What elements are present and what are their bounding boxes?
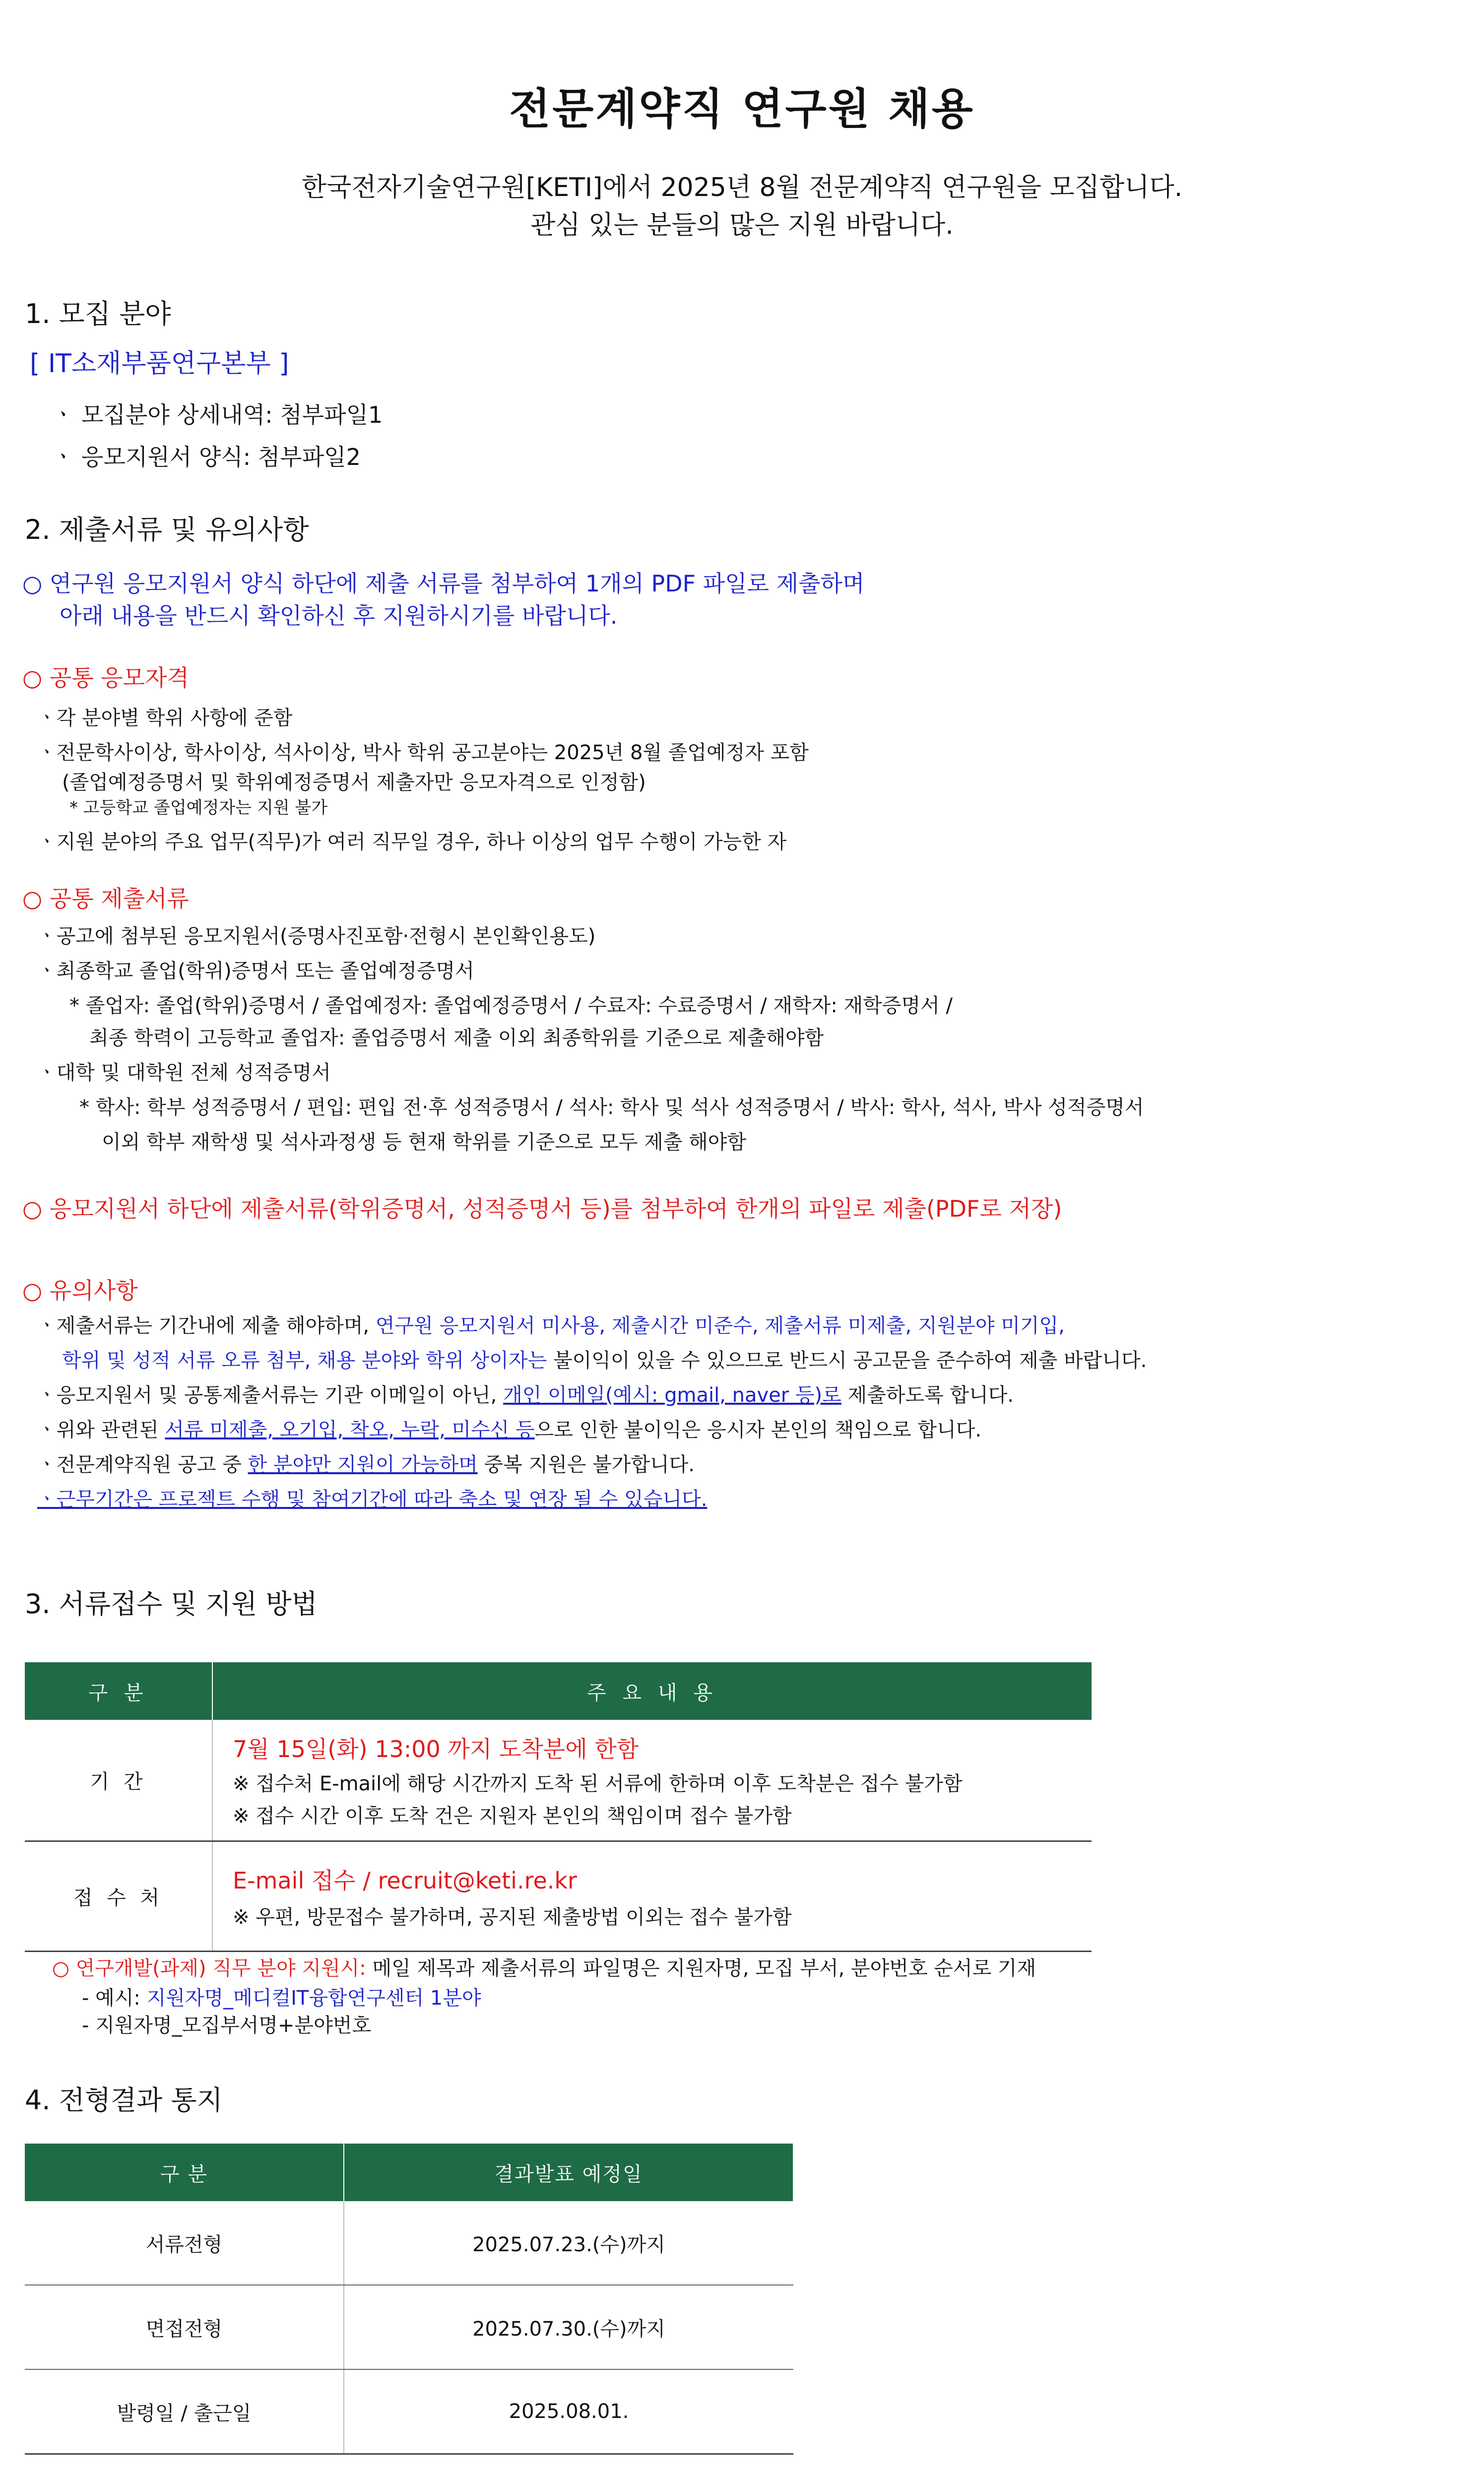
caution-text: ㆍ응모지원서 및 공통제출서류는 기관 이메일이 아닌,: [37, 1384, 504, 1407]
note-line: ※ 우편, 방문접수 불가하며, 공지된 제출방법 이외는 접수 불가함: [233, 1905, 792, 1929]
caution-text: 제출하도록 합니다.: [841, 1384, 1014, 1407]
email-text[interactable]: E-mail 접수 / recruit@keti.re.kr: [233, 1867, 577, 1894]
table-cell: 2025.07.30.(수)까지: [344, 2285, 793, 2369]
caution-line: [37, 1310, 1065, 1338]
application-table: [25, 1662, 1092, 1952]
list-item: ㆍ 모집분야 상세내역: 첨부파일1: [52, 401, 383, 428]
caution-text: ㆍ위와 관련된: [37, 1419, 165, 1441]
pdf-note: ○ 응모지원서 하단에 제출서류(학위증명서, 성적증명서 등)를 첨부하여 한개의 파일로 제출(PDF로 저장): [22, 1195, 1062, 1222]
caution-highlight: 학위 및 성적 서류 오류 첨부, 채용 분야와 학위 상이자는: [62, 1349, 547, 1372]
list-item: * 졸업자: 졸업(학위)증명서 / 졸업예정자: 졸업예정증명서 / 수료자: 수료증명서 / 재학자: 재학증명서 /: [69, 994, 953, 1017]
list-item: ㆍ최종학교 졸업(학위)증명서 또는 졸업예정증명서: [37, 960, 474, 982]
caution-highlight: 연구원 응모지원서 미사용, 제출시간 미준수, 제출서류 미제출, 지원분야 미기입,: [375, 1314, 1065, 1337]
caution-line: [37, 1414, 981, 1442]
intro-line: 관심 있는 분들의 많은 지원 바랍니다.: [530, 210, 954, 240]
table-cell: 2025.07.23.(수)까지: [344, 2201, 793, 2285]
list-item: ㆍ지원 분야의 주요 업무(직무)가 여러 직무일 경우, 하나 이상의 업무 수행이 가능한 자: [37, 831, 787, 853]
application-note: - 지원자명_모집부서명+분야번호: [82, 2014, 371, 2037]
list-item: * 고등학교 졸업예정자는 지원 불가: [69, 798, 328, 818]
section-1-heading: 1. 모집 분야: [25, 298, 171, 329]
list-item: ㆍ 응모지원서 양식: 첨부파일2: [52, 444, 361, 470]
list-item: 최종 학력이 고등학교 졸업자: 졸업증명서 제출 이외 최종학위를 기준으로 제출해야함: [89, 1027, 824, 1049]
table-cell: 서류전형: [25, 2201, 344, 2285]
notice-line: ○ 연구원 응모지원서 양식 하단에 제출 서류를 첨부하여 1개의 PDF 파일로 제출하며: [22, 570, 865, 597]
caution-text: ㆍ전문계약직원 공고 중: [37, 1453, 248, 1476]
table-cell: 발령일 / 출근일: [25, 2369, 344, 2454]
department-label: [ IT소재부품연구본부 ]: [30, 349, 289, 379]
list-item: * 학사: 학부 성적증명서 / 편입: 편입 전·후 성적증명서 / 석사: 학사 및 석사 성적증명서 / 박사: 학사, 석사, 박사 성적증명서: [79, 1096, 1144, 1119]
note-highlight: ○ 연구개발(과제) 직무 분야 지원시:: [52, 1957, 366, 1980]
section-2-heading: 2. 제출서류 및 유의사항: [25, 514, 309, 545]
caution-text: 으로 인한 불이익은 응시자 본인의 책임으로 합니다.: [534, 1419, 982, 1441]
caution-line: [37, 1449, 695, 1477]
table-header: 구 분: [25, 2144, 344, 2201]
table-row: [25, 2369, 793, 2454]
intro-line: 한국전자기술연구원[KETI]에서 2025년 8월 전문계약직 연구원을 모집합니다.: [301, 173, 1183, 202]
caution-line: [62, 1345, 1147, 1373]
table-row: [25, 1720, 1092, 1841]
list-item: ㆍ공고에 첨부된 응모지원서(증명사진포함·전형시 본인확인용도): [37, 925, 596, 948]
table-cell: 기 간: [25, 1720, 212, 1841]
list-item: (졸업예정증명서 및 학위예정증명서 제출자만 응모자격으로 인정함): [62, 771, 646, 794]
table-header: 구 분: [25, 1662, 212, 1720]
note-line: ※ 접수 시간 이후 도착 건은 지원자 본인의 책임이며 접수 불가함: [233, 1805, 792, 1828]
section-3-heading: 3. 서류접수 및 지원 방법: [25, 1588, 318, 1620]
table-cell: [212, 1841, 1092, 1951]
table-row: [25, 2285, 793, 2369]
table-row: [25, 2201, 793, 2285]
table-header: 주 요 내 용: [212, 1662, 1092, 1720]
table-cell: 접 수 처: [25, 1841, 212, 1951]
list-item: ㆍ대학 및 대학원 전체 성적증명서: [37, 1061, 331, 1084]
caution-text: 불이익이 있을 수 있으므로 반드시 공고문을 준수하여 제출 바랍니다.: [547, 1349, 1147, 1372]
notice-line: 아래 내용을 반드시 확인하신 후 지원하시기를 바랍니다.: [60, 602, 618, 629]
caution-title: ○ 유의사항: [22, 1277, 138, 1304]
note-text: 메일 제목과 제출서류의 파일명은 지원자명, 모집 부서, 분야번호 순서로 기재: [366, 1957, 1036, 1980]
caution-line: ㆍ근무기간은 프로젝트 수행 및 참여기간에 따라 축소 및 연장 될 수 있습니다.: [37, 1488, 708, 1511]
table-header: 결과발표 예정일: [344, 2144, 793, 2201]
list-item: ㆍ전문학사이상, 학사이상, 석사이상, 박사 학위 공고분야는 2025년 8월 졸업예정자 포함: [37, 741, 809, 764]
note-line: ※ 접수처 E-mail에 해당 시간까지 도착 된 서류에 한하며 이후 도착분은 접수 불가함: [233, 1772, 963, 1796]
note-highlight: 지원자명_메디컬IT융합연구센터 1분야: [146, 1987, 481, 2010]
caution-line: [37, 1379, 1014, 1408]
table-cell: 면접전형: [25, 2285, 344, 2369]
table-cell: [212, 1720, 1092, 1841]
documents-title: ○ 공통 제출서류: [22, 885, 189, 912]
deadline-text: 7월 15일(화) 13:00 까지 도착분에 한함: [233, 1736, 639, 1763]
qualification-title: ○ 공통 응모자격: [22, 664, 189, 691]
list-item: ㆍ각 분야별 학위 사항에 준함: [37, 707, 293, 729]
caution-highlight: 개인 이메일(예시: gmail, naver 등)로: [503, 1384, 841, 1407]
caution-highlight: 한 분야만 지원이 가능하며: [248, 1453, 478, 1476]
application-note: [82, 1982, 481, 2011]
caution-text: ㆍ제출서류는 기간내에 제출 해야하며,: [37, 1314, 376, 1337]
section-4-heading: 4. 전형결과 통지: [25, 2085, 223, 2116]
table-row: [25, 1841, 1092, 1951]
caution-text: 중복 지원은 불가합니다.: [477, 1453, 695, 1476]
intro-text: [0, 169, 1484, 244]
note-text: - 예시:: [82, 1987, 147, 2010]
results-table: [25, 2144, 794, 2455]
page-title: 전문계약직 연구원 채용: [509, 84, 975, 134]
list-item: 이외 학부 재학생 및 석사과정생 등 현재 학위를 기준으로 모두 제출 해야함: [102, 1131, 747, 1154]
application-note: [52, 1953, 1036, 1981]
table-cell: 2025.08.01.: [344, 2369, 793, 2454]
caution-highlight: 서류 미제출, 오기입, 착오, 누락, 미수신 등: [165, 1419, 535, 1441]
